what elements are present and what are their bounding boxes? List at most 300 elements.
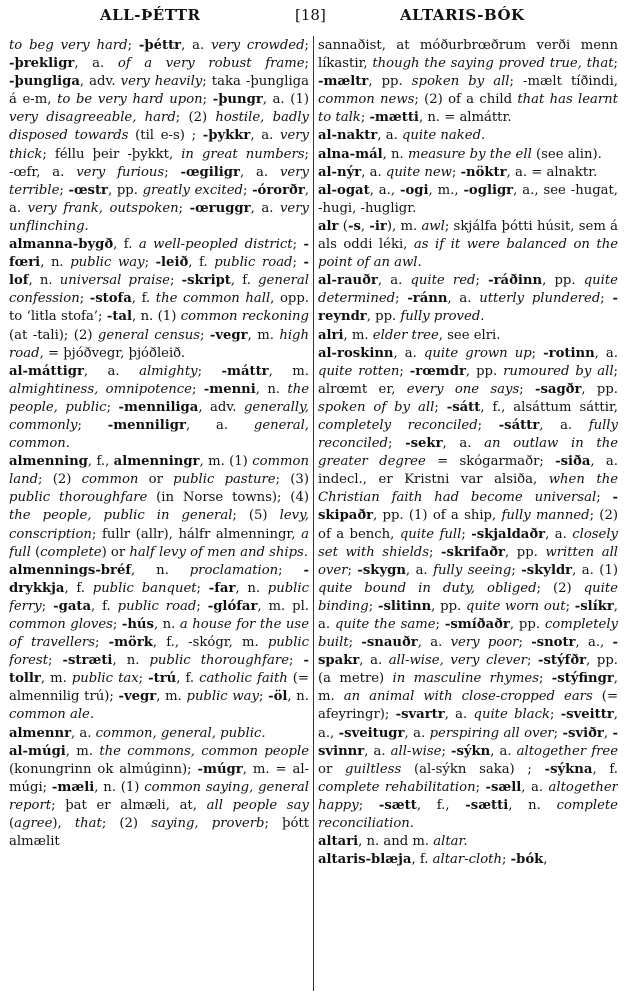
headword: -menniliga bbox=[118, 399, 199, 415]
definition-text: an outlaw in the greater degree bbox=[318, 436, 618, 470]
headword: -lof bbox=[9, 255, 309, 289]
definition-text: almightiness, omnipotence bbox=[9, 381, 192, 397]
dictionary-entry bbox=[318, 182, 618, 218]
headword: -bók bbox=[510, 852, 544, 868]
definition-text: public ferry bbox=[9, 580, 309, 614]
entry-text: , a. bbox=[364, 743, 391, 759]
entry-text: , f. bbox=[64, 580, 93, 596]
headword: -mæltr bbox=[318, 74, 369, 90]
entry-text: , f. bbox=[91, 598, 118, 614]
entry-text: , n. (1) bbox=[94, 779, 145, 795]
entry-text: ; bbox=[477, 417, 499, 433]
headword: al-naktr bbox=[318, 128, 378, 144]
entry-text: ; bbox=[451, 164, 461, 180]
entry-text: ; (2) of a child bbox=[414, 92, 518, 108]
headword: -múgr bbox=[197, 761, 243, 777]
entry-text: , bbox=[360, 218, 370, 234]
definition-text: a full bbox=[9, 526, 309, 560]
headword: -tollr bbox=[9, 653, 309, 687]
headword: -spakr bbox=[318, 635, 618, 669]
headword: -drykkja bbox=[9, 562, 309, 596]
entry-text: ; fullr (allr), hálfr almenningr, bbox=[91, 526, 302, 542]
entry-text: , n. (1) bbox=[131, 309, 181, 325]
definition-text: public thoroughfare bbox=[149, 653, 289, 669]
entry-text: , n. bbox=[153, 617, 180, 632]
headword: -sátt bbox=[446, 399, 481, 415]
definition-text: catholic faith bbox=[199, 671, 288, 687]
dictionary-entry bbox=[318, 164, 618, 182]
entry-text: , bbox=[543, 852, 548, 868]
definition-text: measure by the ell bbox=[407, 146, 532, 162]
definition-text: public road bbox=[117, 598, 197, 614]
headword: -sýkn bbox=[450, 743, 491, 759]
headword: alr bbox=[318, 218, 339, 234]
headword: -œstr bbox=[68, 182, 108, 198]
headword: -ogligr bbox=[463, 182, 514, 198]
entry-text: , pp. bbox=[509, 617, 545, 632]
entry-text: , bbox=[603, 725, 613, 741]
entry-text: , a. bbox=[83, 363, 140, 379]
dictionary-entry bbox=[9, 37, 309, 236]
entry-text: , m., bbox=[428, 182, 464, 198]
dictionary-entry bbox=[318, 146, 618, 164]
entry-text: ; skjálfa þótti húsit, sem á als oddi léki, bbox=[318, 218, 618, 253]
entry-text: , m. bbox=[343, 327, 373, 343]
entry-text: ; -œfr, a. bbox=[9, 146, 309, 180]
definition-text: quite determined bbox=[318, 273, 618, 307]
header-right-guideword: ALTARIS-BÓK bbox=[400, 6, 525, 24]
definition-text: very furious bbox=[76, 164, 165, 180]
headword: -s bbox=[347, 218, 361, 234]
definition-text: the commons, common people bbox=[99, 743, 309, 759]
entry-text: , pp. bbox=[505, 544, 546, 560]
headword: -sæll bbox=[485, 779, 522, 795]
entry-text: or bbox=[318, 761, 345, 777]
entry-text: ; bbox=[553, 725, 563, 741]
entry-text: , see elri. bbox=[438, 327, 501, 343]
definition-text: complete reconciliation. bbox=[318, 797, 618, 832]
entry-text: , opp. to ‘litla stofa’; bbox=[9, 291, 309, 325]
headword: -trú bbox=[148, 671, 177, 687]
entry-text: ; bbox=[613, 56, 618, 72]
definition-text: quite red bbox=[410, 273, 476, 289]
definition-text: altogether free bbox=[516, 743, 618, 759]
headword: -ráðinn bbox=[488, 273, 543, 289]
definition-text: utterly plundered bbox=[479, 291, 601, 307]
entry-text: , f., -skógr, m. bbox=[152, 635, 268, 651]
entry-text: , f. bbox=[188, 255, 215, 271]
headword: -ogi bbox=[400, 182, 429, 198]
headword: almennr bbox=[9, 725, 72, 741]
entry-text: ; (2) bbox=[536, 580, 584, 596]
entry-text: ; bbox=[475, 779, 486, 795]
definition-text: altar-cloth bbox=[432, 852, 502, 868]
entry-text: ; bbox=[304, 38, 309, 53]
definition-text: hostile, badly disposed towards bbox=[9, 110, 309, 144]
definition-text: spoken by all bbox=[411, 74, 510, 90]
definition-text: public tax bbox=[71, 671, 139, 687]
entry-text: ; bbox=[360, 110, 370, 126]
definition-text: altar. bbox=[433, 834, 468, 850]
entry-text: , a. bbox=[185, 417, 254, 433]
entry-text: ( bbox=[30, 544, 41, 560]
definition-text: though the saying proved true, that bbox=[372, 56, 614, 72]
entry-text: , a. bbox=[361, 164, 386, 180]
entry-text: , n. bbox=[112, 653, 150, 669]
entry-text: , a., see -hugat, -hugi, -hugligr. bbox=[318, 182, 618, 216]
definition-text: very crowded bbox=[211, 38, 305, 53]
entry-text: ; bbox=[292, 255, 304, 271]
headword: al-rauðr bbox=[318, 273, 378, 289]
entry-text: , a. bbox=[393, 345, 424, 361]
entry-text: , m. pl. bbox=[257, 598, 309, 614]
definition-text: common, general, public. bbox=[95, 725, 266, 741]
entry-text: , f., bbox=[87, 454, 114, 470]
entry-text: ; bbox=[169, 273, 182, 289]
headword: -menni bbox=[203, 381, 256, 397]
entry-text: ; bbox=[79, 291, 90, 307]
entry-text: , a. bbox=[539, 417, 589, 433]
entry-text: , a., bbox=[369, 182, 400, 198]
headword: almenning bbox=[9, 454, 88, 470]
entry-text: ; bbox=[368, 598, 378, 614]
dictionary-entry bbox=[318, 345, 618, 834]
entry-text: , a. bbox=[239, 164, 280, 180]
headword: -mæli bbox=[51, 779, 95, 795]
definition-text: elder tree bbox=[372, 327, 439, 343]
headword: -svinnr bbox=[318, 725, 618, 759]
definition-text: general census bbox=[97, 327, 200, 343]
entry-text: ) or bbox=[101, 544, 130, 560]
definition-text: public thoroughfare bbox=[9, 490, 148, 506]
entry-text: ; þótt almælit bbox=[9, 816, 309, 850]
headword: -skygn bbox=[357, 562, 406, 578]
entry-text: , a. bbox=[250, 128, 280, 144]
entry-text: , a. bbox=[250, 200, 280, 216]
entry-text: ; alrœmt er, bbox=[318, 363, 618, 397]
header-left-guideword: ALL-ÞÉTTR bbox=[100, 6, 201, 24]
entry-text: , f. bbox=[113, 237, 139, 253]
definition-text: guiltless bbox=[344, 761, 402, 777]
entry-text: (til e-s) ; bbox=[128, 128, 203, 144]
entry-text: , a. bbox=[71, 725, 96, 741]
entry-text: , a. bbox=[405, 562, 434, 578]
headword: -þungr bbox=[212, 92, 263, 108]
definition-text: complete rehabilitation bbox=[318, 779, 476, 795]
headword: -snauðr bbox=[361, 635, 418, 651]
headword: -sáttr bbox=[498, 417, 540, 433]
entry-text: , pp. bbox=[108, 182, 143, 198]
headword: -stýfðr bbox=[538, 653, 587, 669]
headword: -órorðr bbox=[252, 182, 305, 198]
headword: -sýkna bbox=[544, 761, 593, 777]
headword: -ir bbox=[369, 218, 387, 234]
entry-text: ; bbox=[501, 852, 511, 868]
entry-text: , n. bbox=[255, 381, 288, 397]
headword: -œruggr bbox=[189, 200, 251, 216]
headword: -sveittr bbox=[560, 707, 614, 723]
entry-text: , m. (1) bbox=[199, 454, 253, 470]
definition-text: common news bbox=[318, 92, 415, 108]
entry-text: ; bbox=[278, 562, 304, 578]
definition-text: agree bbox=[14, 816, 53, 832]
entry-text: ), bbox=[52, 816, 75, 832]
headword: -snotr bbox=[531, 635, 576, 651]
headword: -gata bbox=[53, 598, 92, 614]
entry-text: , a., bbox=[575, 635, 613, 651]
definition-text: general, common. bbox=[9, 417, 309, 452]
definition-text: very thick bbox=[9, 128, 309, 162]
entry-text: , n. and m. bbox=[358, 834, 434, 850]
entry-text: , a. (1) bbox=[262, 92, 309, 108]
entry-text: , a. = alnaktr. bbox=[506, 164, 598, 180]
entry-text: ; bbox=[549, 707, 561, 723]
definition-text: quite full bbox=[399, 526, 462, 542]
headword: -smíðaðr bbox=[444, 617, 510, 632]
definition-text: fully reconciled bbox=[318, 417, 618, 452]
definition-text: high road bbox=[9, 327, 309, 361]
definition-text: the people, public in general bbox=[9, 508, 233, 524]
definition-text: saying, proverb bbox=[151, 816, 265, 832]
definition-text: every one says bbox=[406, 381, 520, 397]
definition-text: quite new bbox=[385, 164, 452, 180]
definition-text: that bbox=[74, 816, 102, 832]
definition-text: common land bbox=[9, 454, 309, 488]
headword: -slíkr bbox=[574, 598, 614, 614]
definition-text: proclamation bbox=[189, 562, 279, 578]
entry-text: ; bbox=[191, 381, 204, 397]
entry-text: , f. bbox=[411, 852, 433, 868]
definition-text: closely set with shields bbox=[318, 526, 618, 560]
definition-text: quite the same bbox=[334, 617, 436, 632]
definition-text: very disagreeable, hard bbox=[9, 110, 176, 126]
definition-text: fully seeing bbox=[433, 562, 512, 578]
headword: almenningr bbox=[113, 454, 200, 470]
dictionary-entry bbox=[318, 851, 618, 869]
headword: altari bbox=[318, 834, 359, 850]
headword: -far bbox=[208, 580, 236, 596]
definition-text: complete bbox=[40, 544, 102, 560]
headword: -stræti bbox=[62, 653, 113, 669]
entry-text: ; bbox=[242, 182, 253, 198]
dictionary-entry bbox=[318, 37, 618, 127]
headword: -sætt bbox=[378, 797, 417, 813]
entry-text: , pp. bbox=[542, 273, 584, 289]
entry-text: , n. bbox=[287, 689, 309, 705]
entry-text: (at -tali); (2) bbox=[9, 327, 98, 343]
entry-text: ; bbox=[127, 38, 139, 53]
definition-text: an animal with close-cropped ears bbox=[343, 689, 593, 705]
headword: -stýfingr bbox=[551, 671, 614, 687]
definition-text: in great numbers bbox=[181, 146, 305, 162]
entry-text: ; (2) of a bench, bbox=[318, 508, 618, 542]
headword: -fœri bbox=[9, 237, 309, 271]
entry-text: , f., alsáttum sáttir, bbox=[480, 399, 618, 415]
definition-text: completely reconciled bbox=[318, 417, 478, 433]
dictionary-entry bbox=[9, 725, 309, 743]
entry-text: , a. indecl., er Kristni var alsiða, bbox=[318, 454, 618, 488]
headword: -ránn bbox=[407, 291, 448, 307]
entry-text: ; bbox=[197, 363, 222, 379]
entry-text: ; bbox=[531, 345, 544, 361]
definition-text: quite rotten bbox=[318, 363, 400, 379]
headword: -nöktr bbox=[460, 164, 507, 180]
entry-text: , a. (1) bbox=[572, 562, 618, 578]
definition-text: quite naked. bbox=[401, 128, 486, 144]
entry-text: ; bbox=[196, 580, 209, 596]
dictionary-entry bbox=[318, 272, 618, 326]
definition-text: public forest bbox=[9, 635, 309, 669]
entry-text: , m. bbox=[65, 743, 100, 759]
definition-text: all-wise, very clever bbox=[388, 653, 527, 669]
headword: -leið bbox=[155, 255, 189, 271]
entry-text: , m. bbox=[40, 671, 72, 687]
entry-text: ( bbox=[338, 218, 348, 234]
entry-text: ; bbox=[200, 327, 210, 343]
entry-text: , a. bbox=[594, 345, 618, 361]
entry-text: , a. bbox=[490, 743, 517, 759]
entry-text: ; bbox=[59, 182, 69, 198]
dictionary-entry bbox=[9, 453, 309, 562]
definition-text: common bbox=[81, 472, 139, 488]
entry-text: ; bbox=[565, 598, 575, 614]
entry-text: ; bbox=[395, 291, 408, 307]
entry-text: ; bbox=[435, 617, 445, 632]
dictionary-entry bbox=[318, 218, 618, 272]
entry-text: ; bbox=[95, 635, 109, 651]
entry-text: ( bbox=[9, 816, 15, 832]
headword: almanna-bygð bbox=[9, 237, 114, 253]
entry-text: , pp. bbox=[368, 74, 412, 90]
entry-text: ; bbox=[292, 237, 304, 253]
entry-text: ; bbox=[388, 436, 406, 452]
dictionary-entry bbox=[318, 327, 618, 345]
definition-text: general confession bbox=[9, 273, 309, 307]
entry-text: , a. bbox=[9, 182, 309, 216]
entry-text: , n. bbox=[382, 146, 408, 162]
entry-text: ; bbox=[164, 164, 181, 180]
headword: al-máttigr bbox=[9, 363, 84, 379]
entry-text: , = þjóðvegr, þjóðleið. bbox=[39, 345, 186, 361]
entry-text: (see alin). bbox=[531, 146, 602, 162]
entry-text: , a. bbox=[444, 707, 474, 723]
definition-text: greatly excited bbox=[142, 182, 243, 198]
definition-text: very heavily bbox=[120, 74, 203, 90]
definition-text: public banquet bbox=[92, 580, 197, 596]
entry-text: ; bbox=[41, 598, 54, 614]
definition-text: quite worn out bbox=[466, 598, 566, 614]
dictionary-entry bbox=[9, 363, 309, 453]
entry-text: , f., bbox=[416, 797, 466, 813]
dictionary-entry bbox=[9, 743, 309, 852]
headword: -þrekligr bbox=[9, 56, 75, 72]
entry-text: ; (2) bbox=[101, 816, 152, 832]
definition-text: very poor bbox=[450, 635, 519, 651]
entry-text: sannaðist, at móðurbrœðrum verði menn líkastir, bbox=[318, 38, 618, 72]
definition-text: rumoured by all bbox=[503, 363, 614, 379]
headword: -reyndr bbox=[318, 291, 618, 325]
page-number: [18] bbox=[295, 6, 326, 24]
headword: al-roskinn bbox=[318, 345, 394, 361]
entry-text: , n. bbox=[131, 562, 190, 578]
definition-text: altogether happy bbox=[318, 779, 618, 813]
entry-text: , a. bbox=[417, 635, 451, 651]
entry-text: ; bbox=[526, 653, 539, 669]
headword: alri bbox=[318, 327, 344, 343]
definition-text: to beg very hard bbox=[9, 38, 128, 53]
page-header bbox=[0, 6, 625, 28]
entry-text: (in Norse towns); (4) bbox=[147, 490, 309, 506]
definition-text: all people say bbox=[206, 797, 309, 813]
entry-text: ; bbox=[511, 562, 522, 578]
definition-text: public way bbox=[186, 689, 259, 705]
definition-text: public way bbox=[70, 255, 145, 271]
headword: almennings-bréf bbox=[9, 562, 132, 578]
entry-text: ; bbox=[348, 635, 362, 651]
entry-text: = skógarmaðr; bbox=[425, 454, 556, 470]
entry-text: ; taka -þungliga á e-m, bbox=[9, 74, 309, 108]
headword: -þungliga bbox=[9, 74, 80, 90]
entry-text: , pp. (1) of a ship, bbox=[373, 508, 502, 524]
headword: -vegr bbox=[209, 327, 248, 343]
entry-text: , f. bbox=[131, 291, 156, 307]
entry-text: ; bbox=[441, 743, 451, 759]
definition-text: generally, commonly bbox=[9, 399, 309, 433]
definition-text: completely built bbox=[318, 617, 618, 651]
entry-text: , m. bbox=[247, 327, 280, 343]
entry-text: , a., bbox=[318, 707, 618, 741]
left-column bbox=[9, 37, 309, 992]
dictionary-entry bbox=[318, 127, 618, 145]
entry-text: (= afeyringr); bbox=[318, 689, 618, 723]
entry-text: ; bbox=[106, 399, 119, 415]
entry-text: ; bbox=[304, 56, 309, 72]
entry-text: , a. bbox=[442, 436, 485, 452]
entry-text: ; bbox=[48, 653, 63, 669]
definition-text: awl bbox=[421, 218, 445, 234]
definition-text: fully proved. bbox=[400, 309, 485, 325]
entry-text: ; (3) bbox=[275, 472, 309, 488]
definition-text: written all over bbox=[318, 544, 618, 578]
definition-text: when the Christian faith had become universal bbox=[318, 472, 618, 506]
definition-text: all-wise bbox=[390, 743, 442, 759]
entry-text: (al-sýkn saka) ; bbox=[401, 761, 545, 777]
headword: -þéttr bbox=[138, 38, 182, 53]
definition-text: very frank, outspoken bbox=[27, 200, 179, 216]
definition-text: half levy of men and ships. bbox=[129, 544, 308, 560]
definition-text: quite black bbox=[473, 707, 550, 723]
entry-text: , a. bbox=[74, 56, 118, 72]
entry-text: ; bbox=[399, 363, 410, 379]
entry-text: , n. bbox=[28, 273, 60, 289]
entry-text: , pp. bbox=[581, 381, 618, 397]
headword: -sekr bbox=[405, 436, 443, 452]
entry-text: ; bbox=[461, 526, 472, 542]
definition-text: quite grown up bbox=[423, 345, 532, 361]
entry-text: (konungrinn ok almúginn); bbox=[9, 761, 198, 777]
entry-text: , a. bbox=[318, 598, 618, 632]
entry-text: ; bbox=[596, 490, 613, 506]
entry-text: ; bbox=[600, 291, 613, 307]
definition-text: a house for the use of travellers bbox=[9, 617, 309, 651]
entry-text: , n. = almáttr. bbox=[418, 110, 512, 126]
entry-text: , a. bbox=[377, 273, 411, 289]
entry-text: ; (2) bbox=[175, 110, 216, 126]
headword: -sveitugr bbox=[338, 725, 405, 741]
entry-text: , m. bbox=[318, 671, 618, 705]
entry-text: (= almennilig trú); bbox=[9, 671, 309, 705]
headword: -svartr bbox=[395, 707, 445, 723]
